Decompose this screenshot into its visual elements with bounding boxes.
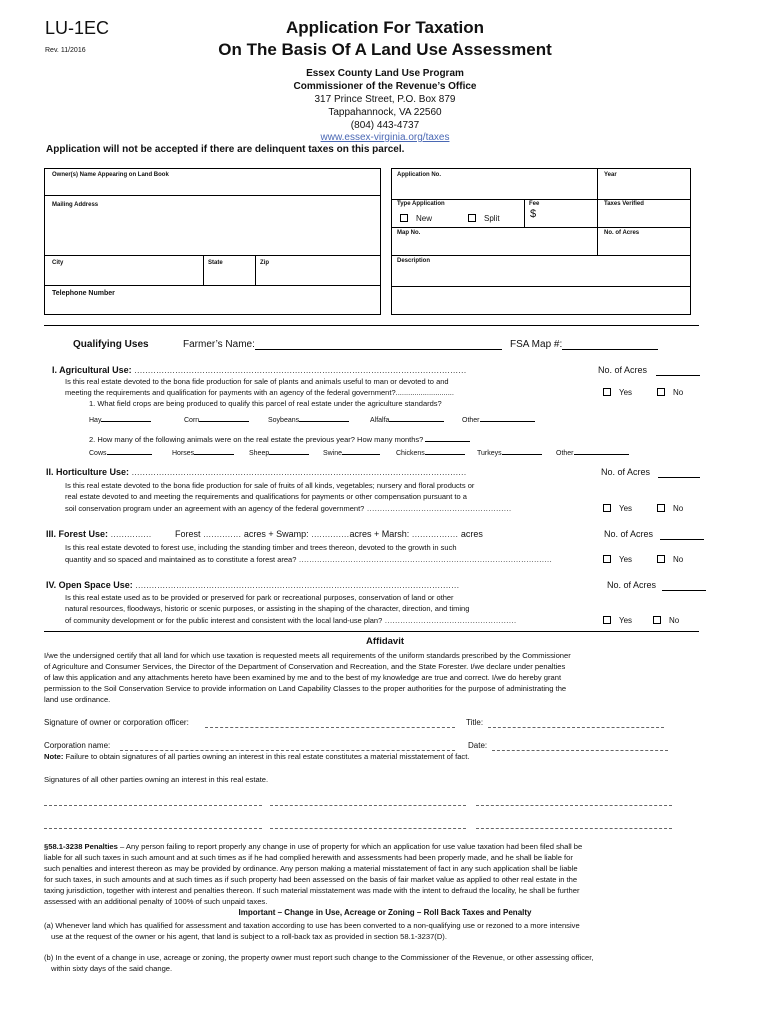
form-id: LU-1EC — [45, 18, 110, 38]
agri-no-label: No — [673, 388, 684, 397]
open-no-label: No — [669, 616, 680, 625]
forest-no-checkbox[interactable] — [657, 555, 665, 563]
hort-no-label: No — [673, 504, 684, 513]
open-yes-label: Yes — [619, 616, 633, 625]
horticulture-use-title: II. Horticulture Use: — [46, 467, 130, 477]
farmer-name-label: Farmer’s Name: — [183, 339, 255, 350]
months-field[interactable] — [425, 432, 470, 442]
new-label: New — [416, 214, 433, 223]
no-of-acres-box-label: No. of Acres — [604, 230, 640, 236]
title-label: Title: — [466, 718, 484, 727]
agri-yes-label: Yes — [619, 388, 633, 397]
forest-yes-label: Yes — [619, 555, 633, 564]
agricultural-use-title: I. Agricultural Use: — [52, 365, 132, 375]
forest-text-1: Is this real estate devoted to forest use, including the standing timber and trees thereon, devoted to the growth in such — [65, 543, 457, 552]
other-signature-3[interactable] — [476, 805, 672, 806]
agri-crops-question: 1. What field crops are being produced to qualify this parcel of real estate under the agriculture standards? — [89, 399, 442, 408]
map-no-label: Map No. — [397, 230, 421, 236]
agency-phone: (804) 443-4737 — [350, 120, 420, 131]
animal-swine: Swine — [323, 445, 380, 457]
new-checkbox[interactable] — [400, 214, 408, 222]
forest-no-label: No — [673, 555, 684, 564]
date-label: Date: — [468, 741, 488, 750]
type-application-label: Type Application — [397, 201, 445, 207]
fsa-map-label: FSA Map #: — [510, 339, 563, 350]
open-text-2: natural resources, floodways, historic or scenic purposes, or assisting in the shaping of the character, direction, and timing — [65, 604, 470, 613]
hort-text-2: real estate devoted to and meeting the requirements and qualifications for payments or other compensation pursuant to a — [65, 492, 467, 501]
other-signature-5[interactable] — [270, 828, 466, 829]
signature-owner-field[interactable] — [205, 727, 455, 728]
fee-label: Fee — [529, 201, 540, 207]
hort-acres-field[interactable] — [658, 468, 700, 478]
animal-other: Other — [556, 445, 629, 457]
hort-yes-checkbox[interactable] — [603, 504, 611, 512]
agri-no-checkbox[interactable] — [657, 388, 665, 396]
title-field[interactable] — [488, 727, 664, 728]
animal-chickens: Chickens — [396, 445, 465, 457]
forest-acres-line: Forest .............. acres + Swamp: ..............acres + Marsh: ................. acres — [175, 529, 483, 539]
important-heading: Important – Change in Use, Acreage or Zoning – Roll Back Taxes and Penalty — [238, 908, 532, 917]
application-no-label: Application No. — [397, 172, 441, 178]
animal-cows: Cows — [89, 445, 152, 457]
page-subtitle: On The Basis Of A Land Use Assessment — [218, 40, 552, 59]
open-acres-field[interactable] — [662, 581, 706, 591]
open-acres-label: No. of Acres — [607, 580, 657, 590]
fsa-map-field[interactable] — [562, 340, 658, 350]
hort-yes-label: Yes — [619, 504, 633, 513]
reporting-paragraph-b: (b) In the event of a change in use, acreage or zoning, the property owner must report such change to the Commissioner of the Revenue, or other assessing officer, within sixty days of the said change. — [44, 953, 594, 973]
agency-website-link[interactable]: www.essex-virginia.org/taxes — [320, 132, 450, 143]
corporation-name-label: Corporation name: — [44, 741, 111, 750]
agri-yes-checkbox[interactable] — [603, 388, 611, 396]
hort-no-checkbox[interactable] — [657, 504, 665, 512]
other-signature-6[interactable] — [476, 828, 672, 829]
city-label: City — [52, 260, 64, 266]
crop-alfalfa: Alfalfa — [370, 412, 444, 424]
office-use-box — [391, 168, 691, 315]
other-parties-label: Signatures of all other parties owning an interest in this real estate. — [44, 775, 269, 784]
affidavit-body: I/we the undersigned certify that all land for which use taxation is requested meets all requirements of the uniform standards prescribed by the Commissioner of Agriculture and Consumer Services, the Director of the Department of Conservation and Recreation, and the State Forester. I/we declare under penalties of law this application and any attachments hereto have been examined by me and to the best of my knowledge are true and correct. I/we do hereby grant permission to the Soil Conservation Service to provide information on Land Capability Classes to the proper authorities for the purpose of administrating the land use ordinance. — [44, 651, 571, 704]
state-label: State — [208, 260, 223, 266]
agency-program: Essex County Land Use Program — [306, 68, 464, 79]
taxes-verified-label: Taxes Verified — [604, 201, 644, 207]
page-title: Application For Taxation — [285, 18, 485, 37]
split-checkbox[interactable] — [468, 214, 476, 222]
owner-name-label: Owner(s) Name Appearing on Land Book — [52, 172, 169, 178]
telephone-label: Telephone Number — [52, 290, 115, 297]
agri-text-1: Is this real estate devoted to the bona fide production for sale of plants and animals useful to man or devoted to and — [65, 377, 449, 386]
crop-soybeans: Soybeans — [268, 412, 349, 424]
qualifying-uses-heading: Qualifying Uses — [73, 339, 149, 350]
open-space-use-title: IV. Open Space Use: — [46, 580, 133, 590]
rollback-paragraph-a: (a) Whenever land which has qualified for assessment and taxation according to use has been converted to a non-qualifying use or rezoned to a more intensive use at the request of the owner or his agent, that land is subject to a roll-back tax as provided in section 58.1-3237(D). — [44, 921, 580, 941]
open-text-3: of community development or for the public interest and consistent with the local land-use plan? — [65, 616, 383, 625]
affidavit-heading: Affidavit — [366, 636, 404, 647]
animal-sheep: Sheep — [249, 445, 309, 457]
farmer-name-field[interactable] — [255, 340, 502, 350]
agri-acres-label: No. of Acres — [598, 365, 648, 375]
open-no-checkbox[interactable] — [653, 616, 661, 624]
forest-acres-label: No. of Acres — [604, 529, 654, 539]
penalties-body: §58.1-3238 Penalties – Any person failing to report properly any change in use of property for which an application for use value taxation had been filed shall be liable for all such taxes in such amount and at such times as if he had complied herewith and assessments had been properly made, and he shall be liable for such penalties and interest thereon as may be provided by ordinance. Any person making a material misstatement of fact in any such application shall be liable for such taxes, in such amounts and at such times as if such property had been assessed on the basis of fair market value as applied to other real estate in the taxing jurisdiction, together with interest and penalties thereon. If such material misstatement was made with the intent to defraud the locality, he shall be further assessed with an additional penalty of 100% of such unpaid taxes. — [44, 842, 583, 906]
forest-yes-checkbox[interactable] — [603, 555, 611, 563]
hort-acres-label: No. of Acres — [601, 467, 651, 477]
forest-use-title: III. Forest Use: — [46, 529, 109, 539]
other-signature-1[interactable] — [44, 805, 262, 806]
crop-hay: Hay — [89, 412, 151, 424]
crop-corn: Corn — [184, 412, 249, 424]
affidavit-note: Note: Failure to obtain signatures of all parties owning an interest in this real estate constitutes a material misstatement of fact. — [44, 752, 470, 761]
crop-other: Other — [462, 412, 535, 424]
signature-owner-label: Signature of owner or corporation officer: — [44, 718, 189, 727]
forest-acres-field[interactable] — [660, 530, 704, 540]
agency-city: Tappahannock, VA 22560 — [328, 107, 442, 118]
agri-animals-question: 2. How many of the following animals were on the real estate the previous year? How many months? — [89, 435, 424, 444]
open-text-1: Is this real estate used as to be provided or preserved for park or recreational purposes, conservation of land or other — [65, 593, 454, 602]
animal-horses: Horses — [172, 445, 234, 457]
year-label: Year — [604, 172, 617, 178]
other-signature-4[interactable] — [44, 828, 262, 829]
forest-text-2: quantity and so spaced and maintained as to constitute a forest area? — [65, 555, 297, 564]
hort-text-3: soil conservation program under an agreement with an agency of the federal government? — [65, 504, 365, 513]
agency-street: 317 Prince Street, P.O. Box 879 — [314, 94, 456, 105]
split-label: Split — [484, 214, 500, 223]
mailing-address-label: Mailing Address — [52, 202, 99, 208]
agri-acres-field[interactable] — [656, 366, 700, 376]
animal-turkeys: Turkeys — [477, 445, 542, 457]
hort-text-1: Is this real estate devoted to the bona fide production for sale of fruits of all kinds, vegetables; nursery and floral products or — [65, 481, 475, 490]
open-yes-checkbox[interactable] — [603, 616, 611, 624]
other-signature-2[interactable] — [270, 805, 466, 806]
corporation-name-field[interactable] — [120, 750, 455, 751]
delinquent-warning: Application will not be accepted if there are delinquent taxes on this parcel. — [46, 144, 405, 155]
agency-office: Commissioner of the Revenue’s Office — [293, 81, 477, 92]
revision-date: Rev. 11/2016 — [45, 47, 86, 54]
date-field[interactable] — [492, 750, 668, 751]
zip-label: Zip — [260, 260, 269, 266]
fee-symbol: $ — [530, 208, 537, 220]
agri-text-2: meeting the requirements and qualification for payments with an agency of the federal government?............................ — [65, 388, 454, 397]
description-label: Description — [397, 258, 431, 264]
